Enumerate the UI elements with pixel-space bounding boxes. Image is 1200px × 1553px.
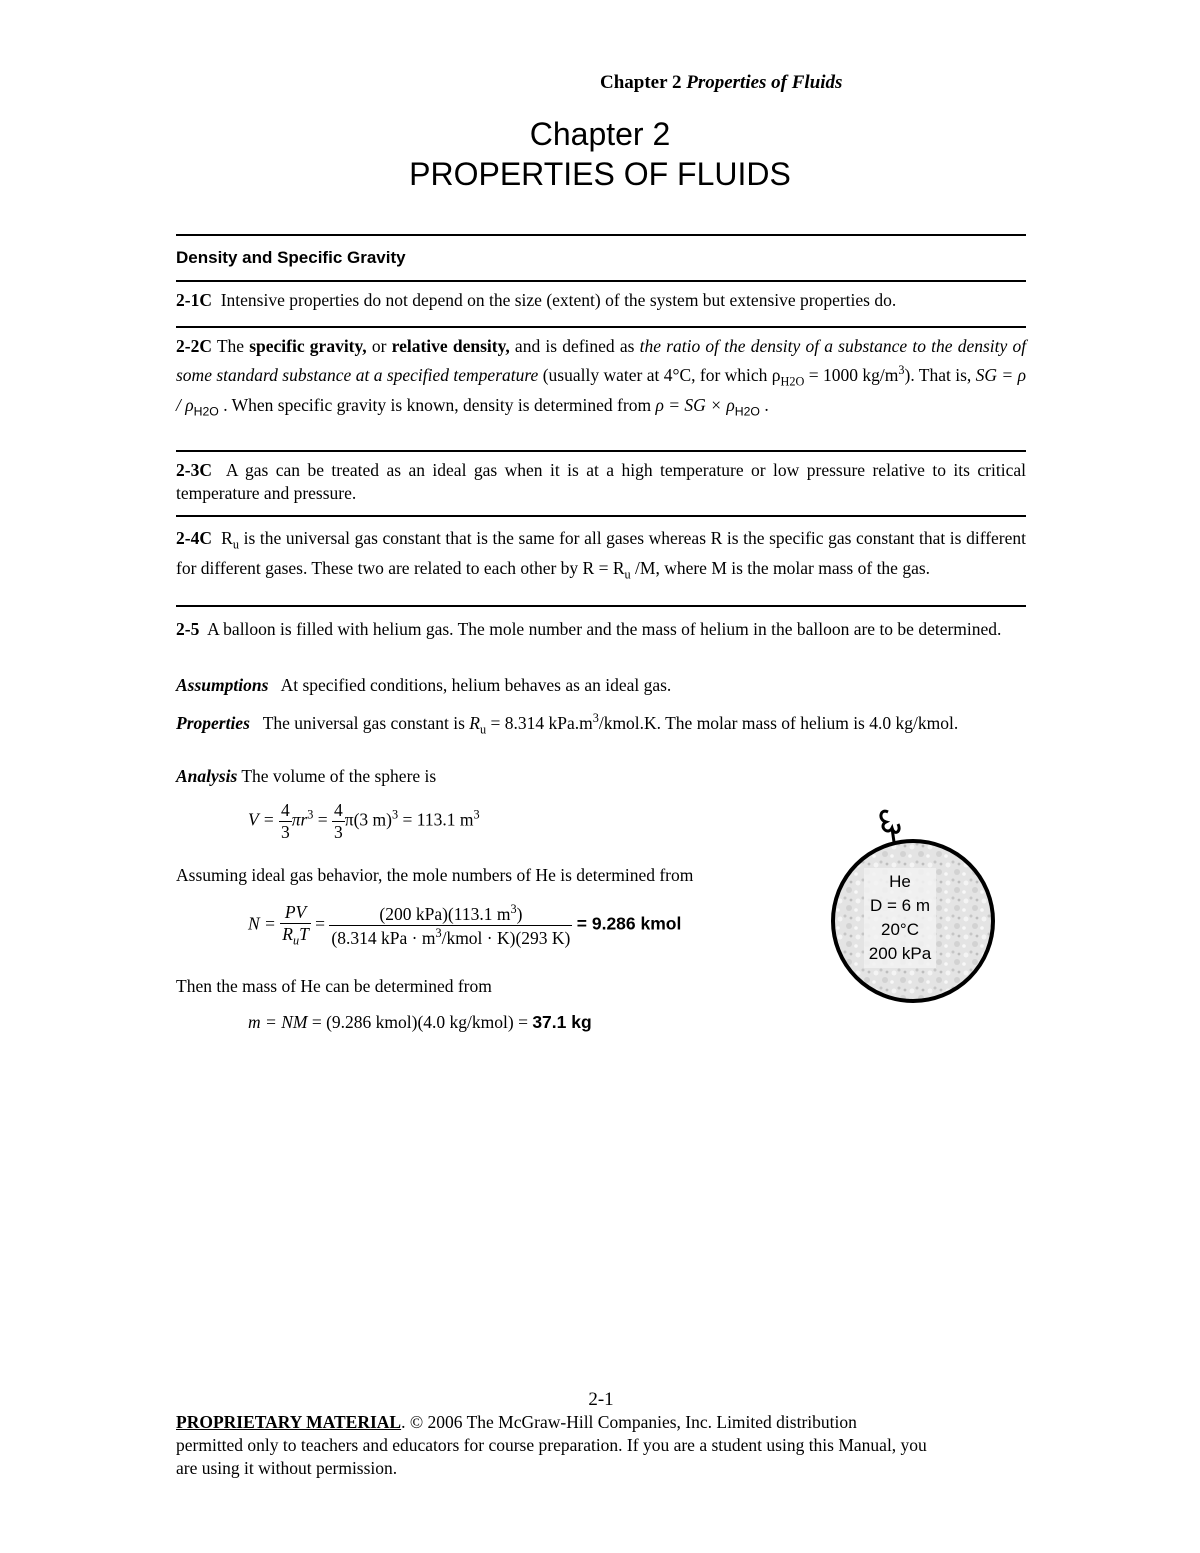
divider: [176, 234, 1026, 236]
properties: [176, 707, 1026, 741]
mass-text: Then the mass of He can be determined from: [176, 976, 492, 996]
problem-number: 2-1C: [176, 290, 212, 310]
proprietary-label: PROPRIETARY MATERIAL: [176, 1412, 402, 1432]
subscript: H2O: [193, 404, 219, 419]
text-span: /kmol · K)(293 K): [441, 927, 571, 948]
eq-lhs: V =: [248, 809, 275, 830]
label-temperature: 20°C: [881, 920, 919, 939]
subscript: H2O: [734, 404, 760, 419]
header-chapter: Chapter 2: [600, 72, 682, 93]
footer-line-1: [176, 1411, 1056, 1434]
text-span: is the universal gas constant that is the same for all gases whereas R is the specific gas constant that is different for different gases. These two are related to each other by R = R: [176, 528, 1027, 578]
superscript: 3: [307, 807, 314, 822]
term-relative-density: relative density,: [391, 336, 510, 356]
mole-equation: [248, 902, 681, 949]
balloon-knot-icon: [881, 811, 899, 842]
mass-equation: [248, 1012, 592, 1033]
balloon-labels: [848, 870, 952, 966]
text-span: /kmol.K. The molar mass of helium is 4.0 kg/kmol.: [598, 712, 959, 733]
subscript: u: [292, 933, 300, 948]
problem-2-4c: [176, 527, 1026, 586]
problem-text: A balloon is filled with helium gas. The mole number and the mass of helium in the balloon are to be determined.: [207, 619, 1002, 639]
divider: [176, 450, 1026, 452]
label-diameter: D = 6 m: [870, 896, 930, 915]
header-chapter-title: Properties of Fluids: [686, 72, 843, 93]
term-specific-gravity: specific gravity,: [249, 336, 367, 356]
eq-term: πr: [291, 809, 308, 830]
text-span: ): [516, 903, 523, 924]
problem-2-5: [176, 618, 1026, 641]
chapter-title: PROPERTIES OF FLUIDS: [409, 156, 791, 192]
superscript: 3: [435, 925, 442, 940]
subscript: u: [479, 722, 487, 737]
denominator: [329, 926, 572, 949]
analysis: [176, 765, 1026, 788]
label-gas: He: [889, 872, 911, 891]
text-span: (8.314 kPa · m: [331, 927, 436, 948]
eq-lhs: N =: [248, 913, 276, 934]
eq-term: π(3 m): [344, 809, 392, 830]
divider: [176, 515, 1026, 517]
mass-result: 37.1 kg: [532, 1012, 592, 1032]
fraction: [332, 800, 345, 843]
fraction: [279, 800, 292, 843]
equals: =: [315, 913, 326, 934]
text-span: . When specific gravity is known, density is determined from: [223, 395, 652, 416]
text-span: = 1000 kg/m: [808, 364, 899, 385]
superscript: 3: [392, 807, 399, 822]
problem-2-2c: [176, 334, 1026, 424]
eq-rhs: = 113.1 m: [402, 809, 474, 830]
chapter-number: Chapter 2: [529, 116, 671, 152]
footer: [176, 1388, 1056, 1480]
numerator: PV: [280, 902, 311, 924]
superscript: 3: [898, 363, 905, 377]
problem-text: A gas can be treated as an ideal gas when it is at a high temperature or low pressure relative to its critical temperature and pressure.: [176, 460, 1026, 503]
running-header: [600, 72, 842, 94]
problem-2-3c: [176, 459, 1026, 505]
subscript: u: [624, 567, 631, 581]
section-heading: Density and Specific Gravity: [176, 248, 406, 267]
equals: =: [317, 809, 328, 830]
text-span: (200 kPa)(113.1 m: [379, 903, 511, 924]
equation-density: ρ = SG × ρ: [655, 395, 735, 416]
divider: [176, 280, 1026, 282]
text-span: The universal gas constant is: [262, 712, 465, 733]
problem-text: Intensive properties do not depend on the size (extent) of the system but extensive properties do.: [220, 290, 897, 310]
fraction: [280, 902, 311, 949]
problem-number: 2-4C: [176, 528, 212, 548]
ideal-gas-text: Assuming ideal gas behavior, the mole numbers of He is determined from: [176, 865, 694, 885]
footer-line-3: are using it without permission.: [176, 1458, 398, 1478]
problem-2-1c: [176, 289, 1026, 312]
definition-text: the ratio of the density of a substance to the density of some standard substance at a specified temperature: [176, 336, 1027, 385]
subscript: H2O: [780, 374, 805, 389]
divider: [176, 605, 1026, 607]
symbol: R: [282, 924, 293, 945]
balloon-figure: [818, 806, 1008, 1006]
divider: [176, 326, 1026, 328]
superscript: 3: [592, 711, 599, 725]
text-span: R: [221, 528, 233, 548]
footer-text: . © 2006 The McGraw-Hill Companies, Inc. Limited distribution: [401, 1412, 857, 1432]
text-span: or: [371, 336, 387, 356]
page-number: 2-1: [588, 1389, 614, 1410]
assumptions-label: Assumptions: [176, 675, 269, 695]
text-span: (usually water at 4°C, for which ρ: [542, 364, 781, 385]
text-span: The: [216, 336, 245, 356]
eq-lhs: m = NM: [248, 1012, 308, 1032]
denominator: 3: [334, 822, 343, 842]
text-span: ). That is,: [904, 364, 972, 385]
analysis-text: The volume of the sphere is: [241, 766, 437, 786]
superscript: 3: [510, 902, 517, 916]
subscript: u: [232, 537, 239, 552]
text-span: .: [764, 395, 769, 416]
problem-number: 2-5: [176, 619, 200, 639]
assumptions-text: At specified conditions, helium behaves as an ideal gas.: [280, 675, 672, 695]
numerator: [329, 902, 572, 926]
numerator: 4: [280, 800, 290, 820]
analysis-label: Analysis: [176, 766, 238, 786]
assumptions: [176, 674, 1026, 697]
problem-number: 2-3C: [176, 460, 212, 480]
text-span: /M, where M is the molar mass of the gas.: [635, 557, 931, 578]
eq-term: = (9.286 kmol)(4.0 kg/kmol) =: [311, 1012, 528, 1032]
label-pressure: 200 kPa: [868, 944, 932, 963]
footer-line-2: permitted only to teachers and educators for course preparation. If you are a student using this Manual, you: [176, 1435, 927, 1455]
symbol: R: [469, 712, 480, 733]
denominator: 3: [280, 822, 290, 842]
equation-sg: SG = ρ / ρ: [176, 364, 1027, 416]
superscript: 3: [473, 807, 480, 822]
symbol: T: [299, 924, 309, 945]
properties-label: Properties: [176, 712, 250, 733]
text-span: = 8.314 kPa.m: [490, 712, 593, 733]
problem-number: 2-2C: [176, 336, 212, 356]
denominator: [280, 924, 311, 949]
volume-equation: [248, 800, 480, 843]
fraction: [329, 902, 572, 949]
mole-result: = 9.286 kmol: [576, 913, 682, 934]
numerator: 4: [334, 800, 343, 820]
text-span: and is defined as: [514, 336, 635, 356]
